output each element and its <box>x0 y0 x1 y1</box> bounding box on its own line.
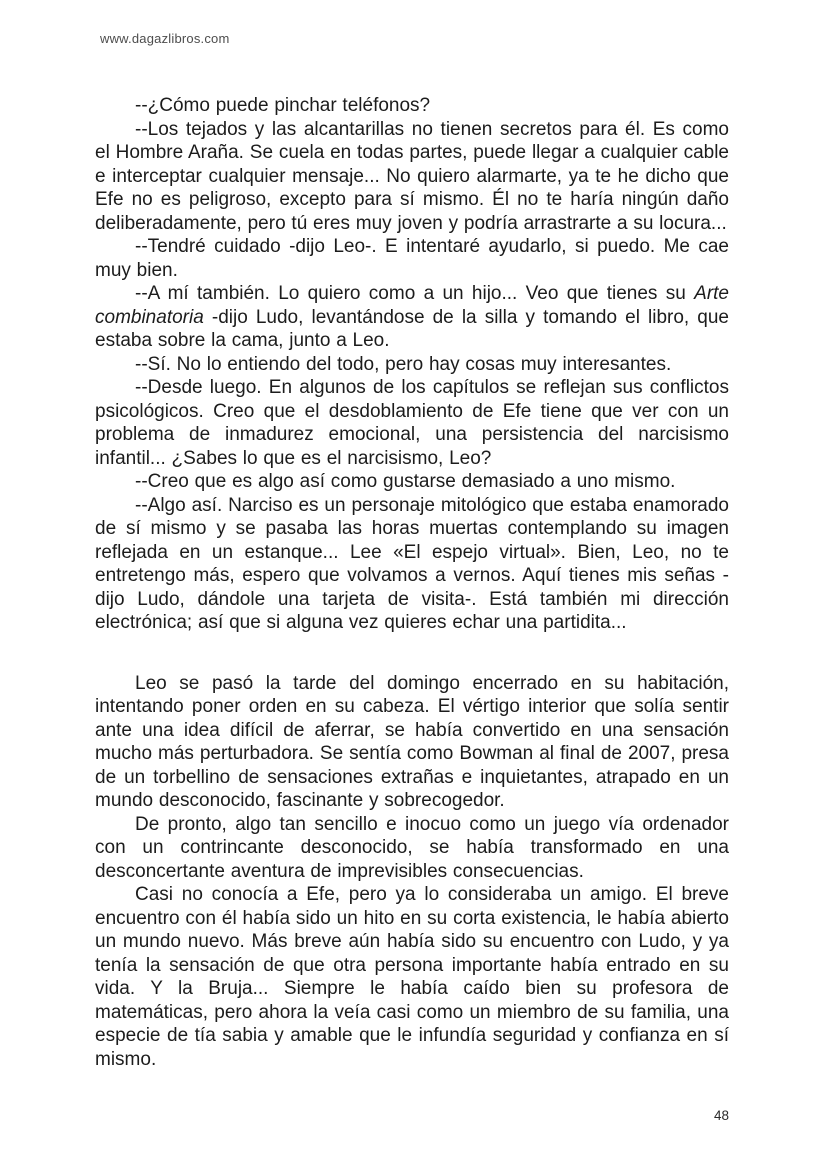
text-block <box>95 94 729 1071</box>
paragraph-text: -dijo Ludo, levantándose de la silla y tomando el libro, que estaba sobre la cama, junto a Leo. <box>95 306 729 351</box>
book-title-italic: Arte combinatoria <box>95 283 729 328</box>
paragraph-text: --Algo así. Narciso es un personaje mitológico que estaba enamorado de sí mismo y se pasaba las horas muertas contemplando su imagen reflejada en un estanque... Lee «El espejo virtual». Bien, Leo, no te entretengo más, espero que volvamos a vernos. Aquí tienes mis señas -dijo Ludo, dándole una tarjeta de visita-. Está también mi dirección electrónica; así que si alguna vez quieres echar una partidita... <box>95 494 729 633</box>
paragraph-text: --A mí también. Lo quiero como a un hijo... Veo que tienes su <box>135 283 695 304</box>
paragraph <box>95 470 729 494</box>
paragraph-text: --Sí. No lo entiendo del todo, pero hay cosas muy interesantes. <box>135 353 672 375</box>
paragraph-text: --Los tejados y las alcantarillas no tienen secretos para él. Es como el Hombre Araña. Se cuela en todas partes, puede llegar a cualquier cable e interceptar cualquier mensaje... No quiero alarmarte, ya te he dicho que Efe no es peligroso, excepto para sí mismo. Él no te haría ningún daño deliberadamente, pero tú eres muy joven y podría arrastrarte a su locura... <box>95 118 729 234</box>
page-number: 48 <box>713 1108 729 1123</box>
paragraph <box>95 235 729 282</box>
paragraph <box>95 672 729 813</box>
paragraph <box>95 282 729 353</box>
website-url: www.dagazlibros.com <box>100 31 230 46</box>
paragraph <box>95 353 729 377</box>
paragraph-text: --¿Cómo puede pinchar teléfonos? <box>135 95 431 116</box>
paragraph-text: --Desde luego. En algunos de los capítulos se reflejan sus conflictos psicológicos. Creo que el desdoblamiento de Efe tiene que ver con un problema de inmadurez emocional, una persistencia del narcisismo infantil... ¿Sabes lo que es el narcisismo, Leo? <box>95 377 729 469</box>
paragraph <box>95 118 729 236</box>
paragraph <box>95 813 729 884</box>
page-header <box>100 31 230 46</box>
paragraph-text: --Creo que es algo así como gustarse demasiado a uno mismo. <box>135 471 676 492</box>
paragraph-text: Casi no conocía a Efe, pero ya lo consideraba un amigo. El breve encuentro con él había sido un hito en su corta existencia, le había abierto un mundo nuevo. Más breve aún había sido su encuentro con Ludo, y ya tenía la sensación de que otra persona importante había entrado en su vida. Y la Bruja... Siempre le había caído bien su profesora de matemáticas, pero ahora la veía casi como un miembro de su familia, una especie de tía sabia y amable que le infundía seguridad y confianza en sí mismo. <box>95 884 729 1070</box>
paragraph-text: --Tendré cuidado -dijo Leo-. E intentaré ayudarlo, si puedo. Me cae muy bien. <box>95 236 729 281</box>
paragraph-text: De pronto, algo tan sencillo e inocuo como un juego vía ordenador con un contrincante desconocido, se había transformado en una desconcertante aventura de imprevisibles consecuencias. <box>95 813 729 882</box>
paragraph <box>95 494 729 635</box>
paragraph-text: Leo se pasó la tarde del domingo encerrado en su habitación, intentando poner orden en su cabeza. El vértigo interior que solía sentir ante una idea difícil de aferrar, se había convertido en una sensación mucho más perturbadora. Se sentía como Bowman al final de 2007, presa de un torbellino de sensaciones extrañas e inquietantes, atrapado en un mundo desconocido, fascinante y sobrecogedor. <box>95 672 729 811</box>
paragraph <box>95 94 729 118</box>
page-footer <box>95 1108 729 1123</box>
paragraph <box>95 883 729 1071</box>
paragraph <box>95 376 729 470</box>
